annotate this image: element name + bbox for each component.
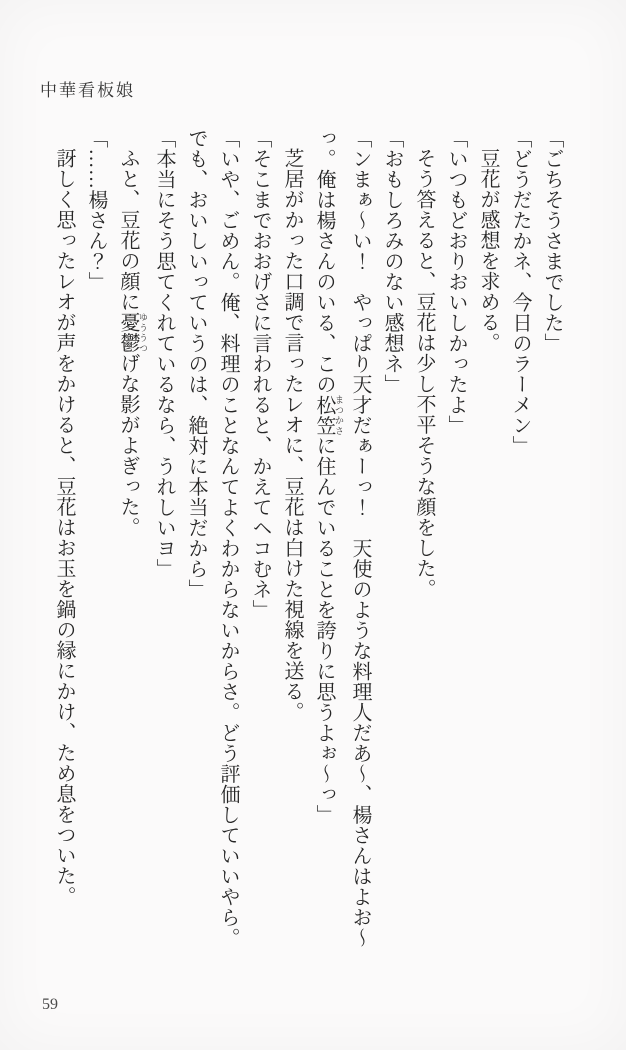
text-column: 豆花が感想を求める。 — [477, 148, 499, 353]
text-column: 「おもしろみのない感想ネ」 — [381, 128, 403, 395]
text-column: 「ごちそうさまでした」 — [541, 128, 563, 354]
running-title: 中華看板娘 — [40, 81, 135, 100]
text-column: 「……楊さん？」 — [85, 128, 107, 292]
text-column: でも、おいしいっていうのは、絶対に本当だから」 — [185, 128, 207, 600]
text-column: っ。俺は楊さんのいる、この松笠 まつかさに住んでいることを誇りに思うよぉ～っ」 — [313, 128, 344, 825]
text-block — [48, 128, 568, 984]
text-column: 芝居がかった口調で言ったレオに、豆花は白けた視線を送る。 — [281, 148, 303, 722]
text-column: 「いや、ごめん。俺、料理のことなんてよくわからないからさ。どう評価していいやら。 — [217, 128, 239, 948]
text-column: 「いつもどおりおいしかったよ」 — [445, 128, 467, 436]
ruby-annotated-word: 松笠 まつかさ — [313, 394, 344, 436]
text-column: 訝しく思ったレオが声をかけると、豆花はお玉を鍋の縁にかけ、ため息をついた。 — [53, 148, 75, 907]
text-column: 「そこまでおおげさに言われると、かえてヘコむネ」 — [249, 128, 271, 620]
ruby-annotated-word: 憂鬱 ゆううつ — [117, 312, 148, 353]
text-column: 「本当にそう思てくれているなら、うれしいヨ」 — [153, 128, 175, 579]
text-column: そう答えると、豆花は少し不平そうな顔をした。 — [413, 148, 435, 599]
text-column: ふと、豆花の顔に憂鬱 ゆううつげな影がよぎった。 — [117, 148, 148, 538]
text-column: 「どうだたかネ、今日のラーメン」 — [509, 128, 531, 456]
text-column: 「ンまぁ～い！ やっぱり天才だぁーっ！ 天使のような料理人だあ～、楊さんはよお～ — [349, 128, 371, 948]
page-number: 59 — [42, 996, 58, 1013]
